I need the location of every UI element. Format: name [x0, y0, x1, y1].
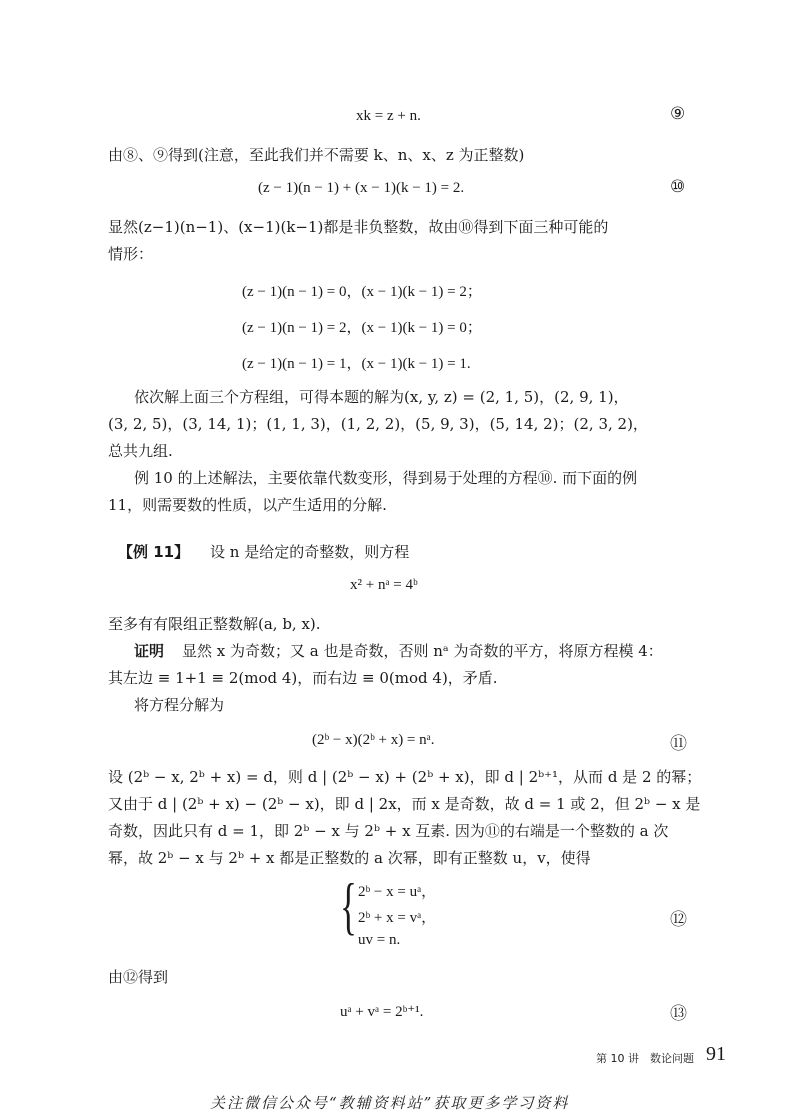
- proof-line-1: 显然 x 为奇数；又 a 也是奇数，否则 nᵃ 为奇数的平方，将原方程模 4：: [182, 642, 663, 660]
- case-1: (z − 1)(n − 1) = 0，(x − 1)(k − 1) = 2；: [242, 284, 482, 300]
- paragraph-3-line-3: 总共九组.: [108, 442, 173, 460]
- equation-11: (2ᵇ − x)(2ᵇ + x) = nᵃ.: [312, 732, 435, 748]
- paragraph-2-line-1: 显然(z−1)(n−1)、(x−1)(k−1)都是非负整数，故由⑩得到下面三种可能的: [108, 218, 609, 236]
- equation-tag-10: ⑩: [670, 177, 686, 196]
- equation-10: (z − 1)(n − 1) + (x − 1)(k − 1) = 2.: [258, 180, 465, 196]
- paragraph-3-line-2: (3, 2, 5)，(3, 14, 1)；(1, 1, 3)，(1, 2, 2)，(5, 9, 3)，(5, 14, 2)；(2, 3, 2)，: [108, 415, 648, 433]
- equation-12-line-1: 2ᵇ − x = uᵃ，: [358, 884, 437, 900]
- example-11-equation: x² + nᵃ = 4ᵇ: [350, 577, 418, 593]
- case-3: (z − 1)(n − 1) = 1，(x − 1)(k − 1) = 1.: [242, 356, 471, 372]
- equation-12-line-2: 2ᵇ + x = vᵃ，: [358, 910, 437, 926]
- equation-tag-13: ⑬: [670, 1004, 687, 1023]
- footer-chapter-label: 第 10 讲 数论问题: [596, 1052, 694, 1065]
- equation-13: uᵃ + vᵃ = 2ᵇ⁺¹.: [340, 1004, 424, 1020]
- example-11-conclusion: 至多有有限组正整数解(a, b, x).: [108, 615, 321, 633]
- proof-line-3: 将方程分解为: [134, 696, 225, 714]
- equation-tag-9: ⑨: [670, 104, 686, 123]
- watermark-text: 关注微信公众号“教辅资料站”获取更多学习资料: [210, 1094, 570, 1112]
- equation-12-line-3: uv = n.: [358, 932, 401, 948]
- paragraph-5-line-3: 奇数，因此只有 d = 1，即 2ᵇ − x 与 2ᵇ + x 互素. 因为⑪的右端是一个整数的 a 次: [108, 822, 669, 840]
- system-brace: {: [340, 870, 357, 941]
- proof-line-2: 其左边 ≡ 1+1 ≡ 2(mod 4)，而右边 ≡ 0(mod 4)，矛盾.: [108, 669, 498, 687]
- equation-tag-12: ⑫: [670, 910, 687, 929]
- page-number: 91: [706, 1043, 726, 1065]
- equation-9: xk = z + n.: [356, 108, 421, 124]
- example-11-label: 【例 11】: [118, 543, 190, 561]
- paragraph-5-line-1: 设 (2ᵇ − x, 2ᵇ + x) = d，则 d | (2ᵇ − x) + (2ᵇ + x)，即 d | 2ᵇ⁺¹，从而 d 是 2 的幂；: [108, 768, 702, 786]
- example-11-statement: 设 n 是给定的奇整数，则方程: [210, 543, 410, 561]
- paragraph-4-line-2: 11，则需要数的性质，以产生适用的分解.: [108, 496, 387, 514]
- proof-label: 证明: [134, 642, 165, 660]
- paragraph-5-line-2: 又由于 d | (2ᵇ + x) − (2ᵇ − x)，即 d | 2x，而 x 是奇数，故 d = 1 或 2，但 2ᵇ − x 是: [108, 795, 701, 813]
- paragraph-2-line-2: 情形：: [108, 245, 154, 263]
- equation-tag-11: ⑪: [670, 734, 687, 753]
- case-2: (z − 1)(n − 1) = 2，(x − 1)(k − 1) = 0；: [242, 320, 482, 336]
- paragraph-3-line-1: 依次解上面三个方程组，可得本题的解为(x, y, z) = (2, 1, 5)，(2, 9, 1)，: [134, 388, 629, 406]
- paragraph-1: 由⑧、⑨得到(注意，至此我们并不需要 k、n、x、z 为正整数): [108, 146, 525, 164]
- paragraph-6: 由⑫得到: [108, 968, 169, 986]
- paragraph-4-line-1: 例 10 的上述解法，主要依靠代数变形，得到易于处理的方程⑩. 而下面的例: [134, 469, 638, 487]
- paragraph-5-line-4: 幂，故 2ᵇ − x 与 2ᵇ + x 都是正整数的 a 次幂，即有正整数 u，v，使得: [108, 849, 591, 867]
